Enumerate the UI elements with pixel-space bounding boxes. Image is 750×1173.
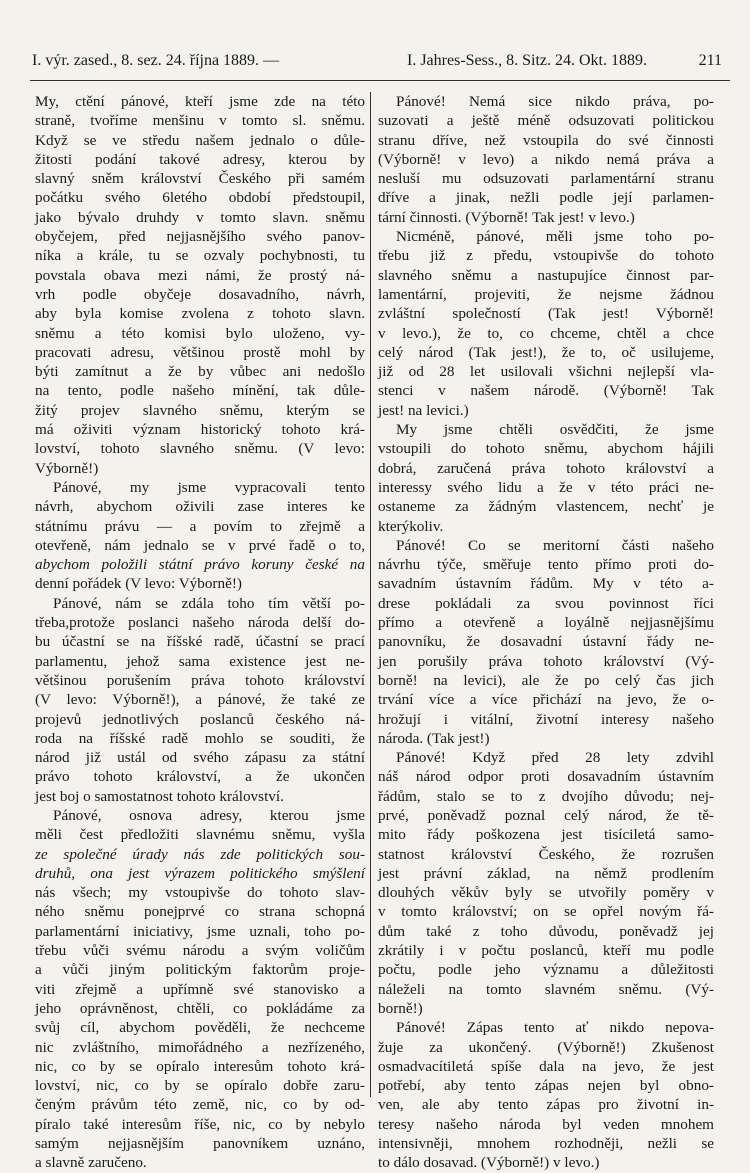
text-line: hrožují i vitální, životní interesy našeho: [378, 710, 714, 728]
text-line: lamentární, projeviti, že nejsme žádnou: [378, 285, 714, 303]
text-line: nic zvláštního, mimořádného a nezřízeného,: [35, 1038, 365, 1056]
text-line: právo tohoto království, a že ukončen: [35, 768, 365, 786]
left-column: [35, 92, 365, 1173]
text-line: má oživiti význam historický tohoto krá-: [35, 421, 365, 439]
text-line: kterýkoliv.: [378, 517, 444, 535]
text-line: Výborně!): [35, 459, 99, 477]
text-line: třebu vůči svému národu a svým voličům: [35, 942, 365, 960]
text-line: borně! na levici), ale že po celý čas jich: [378, 671, 714, 689]
text-line: osmadvacítiletá spíše dala na jevo, že jest: [378, 1057, 714, 1075]
text-line: býti zamítnut a že by vůbec ani nedošlo: [35, 363, 365, 381]
text-line: Když se ve středu našem jednalo o důle-: [35, 131, 365, 149]
text-line: potřebí, aby tento zápas nejen byl obno-: [378, 1077, 714, 1095]
text-line: Pánové! Co se meritorní části našeho: [396, 536, 714, 554]
text-line: jest právní základ, na němž prodlením: [378, 864, 714, 882]
text-line: savadním ústavním řádům. My v této a-: [378, 575, 714, 593]
text-line: stranu dříve, než vstoupila do své činnosti: [378, 131, 714, 149]
text-line: zvláštní společností (Tak jest! Výborně!: [378, 305, 714, 323]
text-line: již od 28 let usilovali všichni nejlepší vla-: [378, 363, 714, 381]
text-line: dlouhých věkův byly se utvořily poměry v: [378, 884, 714, 902]
text-line: počátku svého 6letého období předstoupil,: [35, 189, 365, 207]
text-line: jako bývalo druhdy v tomto slavn. sněmu: [35, 208, 365, 226]
text-line: jest! na levici.): [378, 401, 469, 419]
text-line: vstoupili do tohoto sněmu, abychom hájili: [378, 440, 714, 458]
text-line: sněmu a této komisi bylo uloženo, vy-: [35, 324, 365, 342]
text-line: počtu, podle jeho významu a důležitosti: [378, 961, 714, 979]
page-number: 211: [698, 52, 722, 69]
text-line: aby byla komise zvolena z tohoto slavn.: [35, 305, 365, 323]
text-line: Pánové! Když před 28 lety zdvihl: [396, 749, 714, 767]
text-line: intensivněji, mnohem rozhodněji, nežli se: [378, 1135, 714, 1153]
text-line: náleželi na tomto slavném sněmu. (Vý-: [378, 980, 714, 998]
text-line: a slavně zaručeno.: [35, 1154, 147, 1172]
text-line: stenci v našem národě. (Výborně! Tak: [378, 382, 714, 400]
text-line: parlamentární iniciativy, jsme uznali, toho po-: [35, 922, 365, 940]
text-line: lovství, tohoto slavného sněmu. (V levo:: [35, 440, 365, 458]
text-line: denní pořádek (V levo: Výborně!): [35, 575, 242, 593]
text-line: straně, tvoříme menšinu v tomto sl. sněmu.: [35, 112, 365, 130]
text-line: níka a krále, tu se ozvaly pochybnosti, tu: [35, 247, 365, 265]
text-line: ven, ale aby tento zápas pro životní in-: [378, 1096, 714, 1114]
text-line: ze společné úrady nás zde politických sou-: [35, 845, 365, 863]
text-line: to dálo dosavad. (Výborně!) v levo.): [378, 1154, 600, 1172]
text-line: projevů jednotlivých poslanců českého ná-: [35, 710, 365, 728]
text-line: parlamentu, jehož sama existence jest ne-: [35, 652, 365, 670]
text-line: mito řády poškozena jest tisíciletá samo-: [378, 826, 714, 844]
text-line: lovství, nic, co by se opíralo dobře zaru-: [35, 1077, 365, 1095]
text-line: teresy našeho národa byl veden mnohem: [378, 1115, 714, 1133]
text-line: interessy svého lidu a že v této práci ne-: [378, 478, 714, 496]
text-line: nesluší mu odsuzovati parlamentární stranu: [378, 170, 714, 188]
text-line: nás všech; my vstoupivše do tohoto slav-: [35, 884, 365, 902]
text-line: (V levo: Výborně!), a pánové, že také ze: [35, 691, 365, 709]
text-line: dříve a jinak, nežli podle její parlamen-: [378, 189, 714, 207]
text-line: panovníku, že dosavadní ústavní řády ne-: [378, 633, 714, 651]
text-line: borně!): [378, 999, 423, 1017]
text-line: bu účastní se na říšské radě, účastní se prací: [35, 633, 365, 651]
text-line: žitý projev slavného sněmu, kterým se: [35, 401, 365, 419]
text-line: Pánové, osnova adresy, kterou jsme: [53, 806, 365, 824]
text-line: roda na říšské radě mohlo se souditi, že: [35, 729, 365, 747]
text-line: návrh, abychom oživili zase interes ke: [35, 498, 365, 516]
text-line: řádům, stalo se to z dvojího důvodu; nej-: [378, 787, 714, 805]
text-line: abychom položili státní právo koruny české na: [35, 556, 365, 574]
text-line: druhů, ona jest výrazem politického smýšlení: [35, 864, 365, 882]
text-line: dům také z toho důvodu, poněvadž jej: [378, 922, 714, 940]
text-line: drese pokládali za svou povinnost říci: [378, 594, 714, 612]
text-line: dobrá, zaručená práva tohoto království a: [378, 459, 714, 477]
text-line: Nicméně, pánové, měli jsme toho po-: [396, 228, 714, 246]
text-line: národa. (Tak jest!): [378, 729, 490, 747]
text-line: slavný sněm království Českého při samém: [35, 170, 365, 188]
text-line: píralo také interesům říše, nic, co by nebylo: [35, 1115, 365, 1133]
text-line: v levo.), že to, co chceme, chtěl a chce: [378, 324, 714, 342]
text-line: návrhu týče, směřuje tento přímo proti do-: [378, 556, 714, 574]
header-german: I. Jahres-Sess., 8. Sitz. 24. Okt. 1889.: [407, 52, 647, 69]
text-line: přímo a otevřeně a loyálně nejjasnějšímu: [378, 614, 714, 632]
text-line: třeba,protože poslanci našeho národa delší do-: [35, 614, 365, 632]
text-line: povstala obava mezi námi, že prostý ná-: [35, 266, 365, 284]
text-line: prvé, poněvadž poznal celý národ, že tě-: [378, 806, 714, 824]
text-line: (Výborně! v levo) a nikdo nemá práva a: [378, 150, 714, 168]
text-line: jen porušily práva tohoto království (Vý-: [378, 652, 714, 670]
text-line: jeho oprávněnost, chtěli, co pokládáme za: [35, 999, 365, 1017]
text-line: My jsme chtěli osvědčiti, že jsme: [396, 421, 714, 439]
text-line: svůj cíl, abychom pověděli, že nechceme: [35, 1019, 365, 1037]
text-line: jest boj o samostatnost tohoto království.: [35, 787, 284, 805]
header-czech: I. výr. zased., 8. sez. 24. října 1889. —: [32, 52, 280, 69]
text-line: viti zřejmě a upřímně své stanovisko a: [35, 980, 365, 998]
text-line: Pánové, nám se zdála toho tím větší po-: [53, 594, 365, 612]
text-line: žuje za ukončený. (Výborně!) Zkušenost: [378, 1038, 714, 1056]
page-header: [32, 52, 722, 74]
text-line: nic, co by se opíralo interesům tohoto krá-: [35, 1057, 365, 1075]
text-line: národ již ustál od svého zápasu za státní: [35, 749, 365, 767]
text-line: náš národ odpor proti dosavadním ústavním: [378, 768, 714, 786]
text-line: Pánové, my jsme vypracovali tento: [53, 478, 365, 496]
header-rule: [30, 80, 730, 81]
text-line: třebu již z předu, vstoupivše do tohoto: [378, 247, 714, 265]
text-line: státnímu právu — a povím to zřejmě a: [35, 517, 365, 535]
text-line: My, ctění pánové, kteří jsme zde na této: [35, 93, 365, 110]
text-line: statnost království Českého, že rozrušen: [378, 845, 714, 863]
text-line: čeným právům této země, nic, co by od-: [35, 1096, 365, 1114]
text-line: a vůči jiným politickým faktorům proje-: [35, 961, 365, 979]
text-line: vrh podle obyčeje dosavadního, návrh,: [35, 285, 365, 303]
text-line: na tento, podle našeho mínění, tak důle-: [35, 382, 365, 400]
text-line: otevřeně, nám jednalo se v prvé řadě o to,: [35, 536, 365, 554]
text-line: obyčejem, před nejjasnějšího svého panov-: [35, 228, 365, 246]
column-divider: [370, 92, 371, 1097]
text-line: pracovati adresu, většinou prostě mohl by: [35, 343, 365, 361]
right-column: [378, 92, 714, 1173]
text-line: tární činnosti. (Výborně! Tak jest! v levo.): [378, 208, 635, 226]
text-line: trvání více a více přichází na jevo, že o-: [378, 691, 714, 709]
text-line: v tomto království; on se opřel novým řá-: [378, 903, 714, 921]
text-line: měli čest předložiti slavnému sněmu, vyšla: [35, 826, 365, 844]
text-line: celý národ (Tak jest!), že to, oč usilujeme,: [378, 343, 714, 361]
text-line: ostaneme za žádným vlastencem, nechť je: [378, 498, 714, 516]
text-line: většinou porušením práva tohoto království: [35, 671, 365, 689]
text-line: Pánové! Nemá sice nikdo práva, po-: [396, 93, 714, 110]
text-line: zkrátily i v počtu poslanců, kteří mu podle: [378, 942, 714, 960]
text-line: suzovati a ještě méně odsuzovati politickou: [378, 112, 714, 130]
text-line: ného sněmu ponejprvé co strana schopná: [35, 903, 365, 921]
text-line: samým nejjasnějším panovníkem uznáno,: [35, 1135, 365, 1153]
text-line: žitosti podání takové adresy, kterou by: [35, 150, 365, 168]
text-line: slavného sněmu a nastupujíce činnost par-: [378, 266, 714, 284]
text-line: Pánové! Zápas tento ať nikdo nepova-: [396, 1019, 714, 1037]
